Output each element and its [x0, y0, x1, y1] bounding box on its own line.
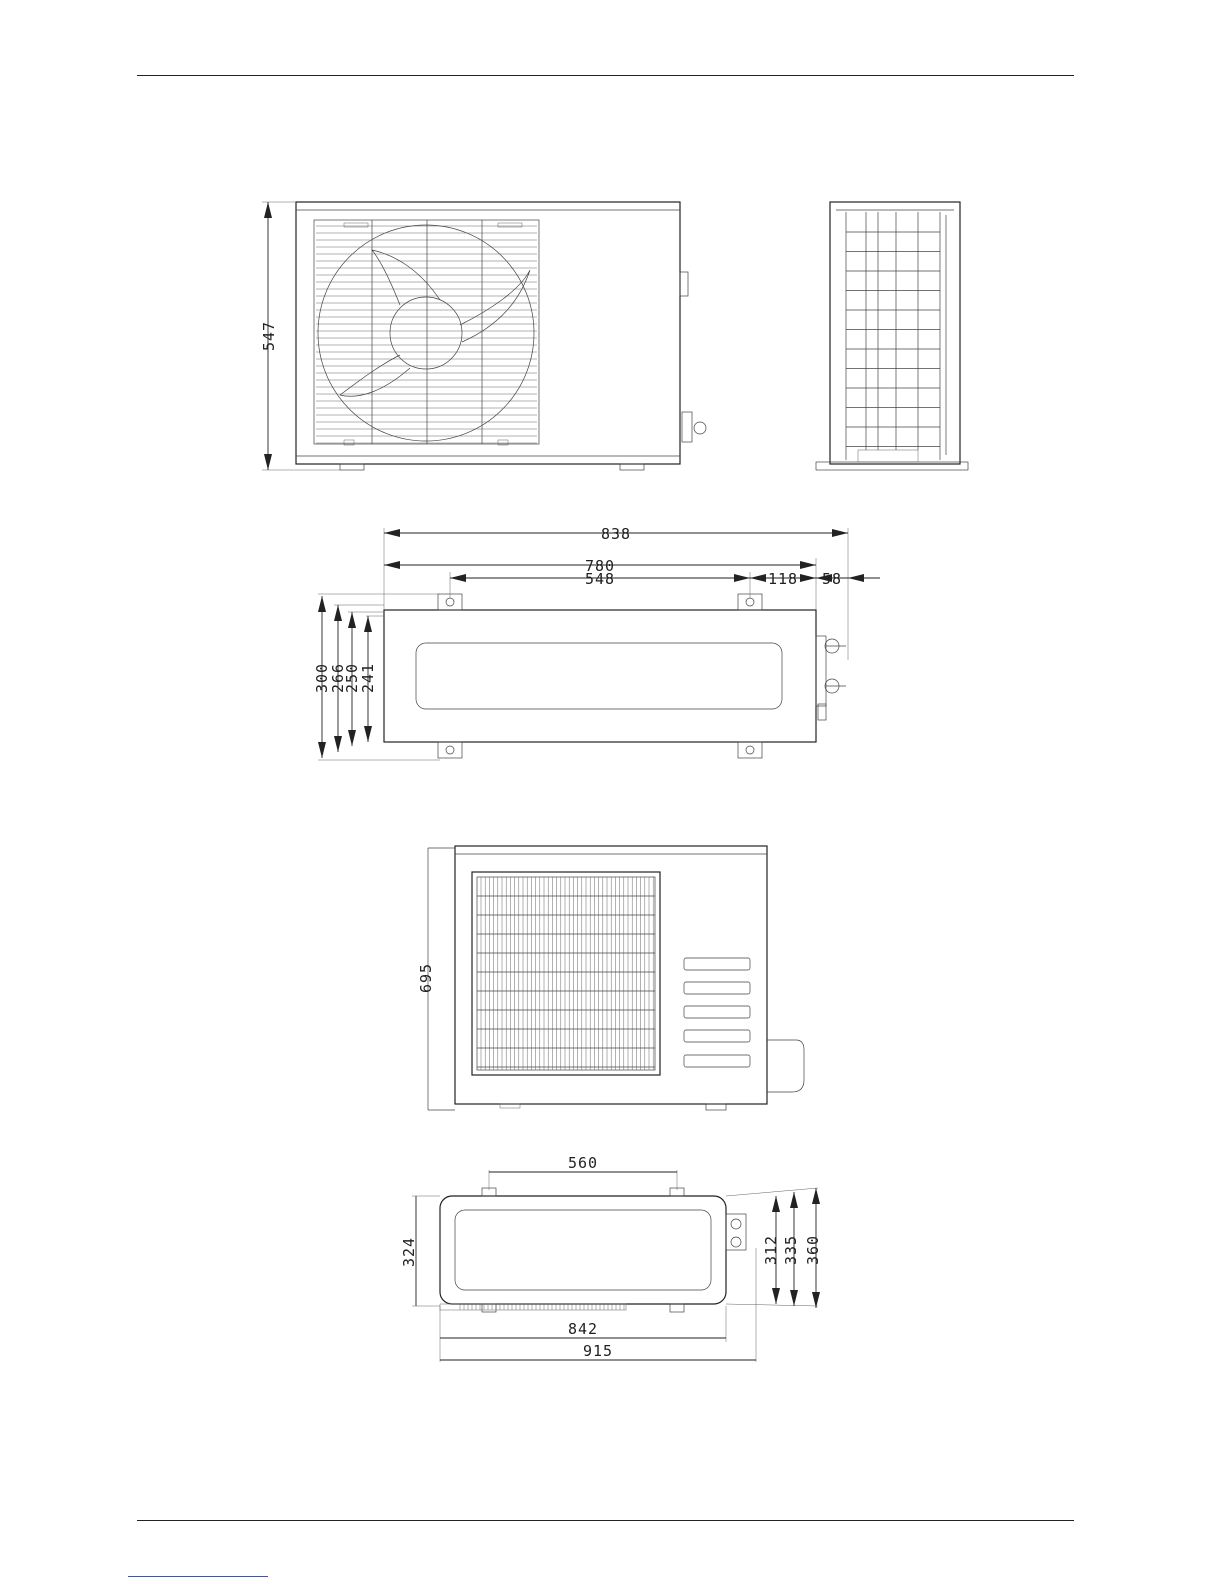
- bottom-left-depth-label: 324: [400, 1236, 418, 1268]
- bottom-view: [400, 1154, 822, 1362]
- bottom-depth-label-360: 360: [804, 1234, 822, 1266]
- top-depth-label-300: 300: [313, 662, 331, 694]
- top-valve-projection-label: 58: [821, 570, 843, 588]
- rear-view: [417, 846, 804, 1110]
- top-hole-to-valve-label: 118: [767, 570, 799, 588]
- front-height-label: 547: [260, 320, 278, 352]
- top-depth-label-250: 250: [343, 662, 361, 694]
- top-depth-label-266: 266: [329, 662, 347, 694]
- top-hole-span-label: 548: [584, 570, 616, 588]
- bottom-body-width-label: 842: [567, 1320, 599, 1338]
- top-overall-width-label: 838: [600, 525, 632, 543]
- side-view: [816, 202, 968, 470]
- front-view: [260, 202, 706, 470]
- bottom-overall-width-label: 915: [582, 1342, 614, 1360]
- bottom-depth-label-335: 335: [782, 1234, 800, 1266]
- top-view: [313, 525, 880, 760]
- top-foot-span-label: 780: [584, 557, 616, 575]
- top-depth-label-241: 241: [359, 662, 377, 694]
- bottom-hole-span-label: 560: [567, 1154, 599, 1172]
- rear-height-label: 695: [417, 962, 435, 994]
- bottom-depth-label-312: 312: [762, 1234, 780, 1266]
